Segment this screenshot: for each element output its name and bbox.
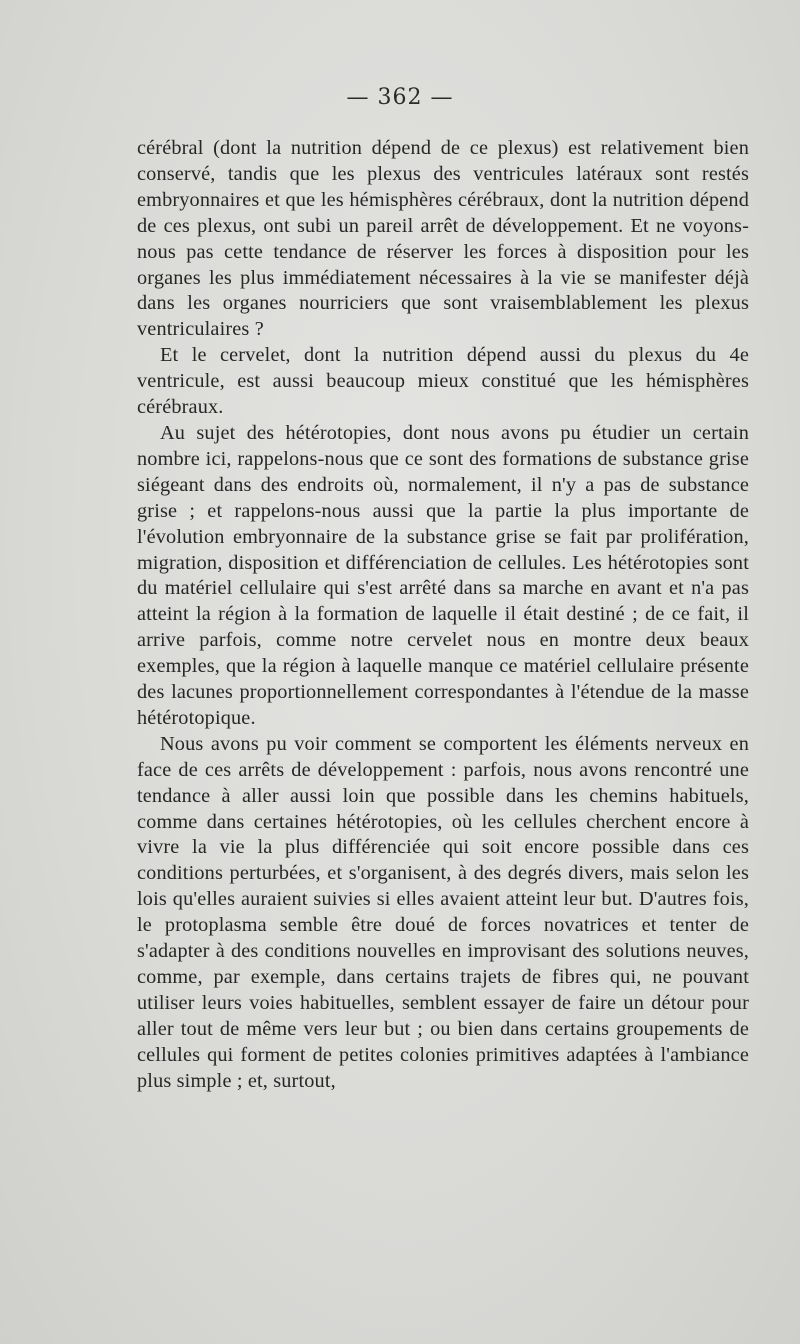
paragraph-1: cérébral (dont la nutrition dépend de ce plexus) est relativement bien conservé, tandis que les plexus des ventricules latéraux sont restés embryonnaires et que les hémisphères cérébraux, dont la nutrition dépend de ces plexus, ont subi un pareil arrêt de développement. Et ne voyons-nous pas cette tendance de réserver les forces à disposition pour les organes les plus immédiatement nécessaires à la vie se manifester déjà dans les organes nourriciers que sont vraisemblablement les plexus ventriculaires ? bbox=[137, 137, 749, 341]
body-text bbox=[137, 136, 749, 1095]
paragraph-4: Nous avons pu voir comment se comportent les éléments nerveux en face de ces arrêts de développement : parfois, nous avons rencontré une tendance à aller aussi loin que possible dans les chemins habituels, comme dans certaines hétérotopies, où les cellules cherchent encore à vivre la vie la plus différenciée qui soit encore possible dans ces conditions perturbées, et s'organisent, à des degrés divers, mais selon les lois qu'elles auraient suivies si elles avaient atteint leur but. D'autres fois, le protoplasma semble être doué de forces novatrices et tenter de s'adapter à des conditions nouvelles en improvisant des solutions neuves, comme, par exemple, dans certains trajets de fibres qui, ne pouvant utiliser leurs voies habituelles, semblent essayer de faire un détour pour aller tout de même vers leur but ; ou bien dans certains groupements de cellules qui forment de petites colonies primitives adaptées à l'ambiance plus simple ; et, surtout, bbox=[137, 732, 749, 1092]
page-number: — 362 — bbox=[346, 85, 454, 110]
paragraph-2: Et le cervelet, dont la nutrition dépend aussi du plexus du 4e ventricule, est aussi beaucoup mieux constitué que les hémisphères cérébraux. bbox=[137, 344, 749, 419]
paragraph-3: Au sujet des hétérotopies, dont nous avons pu étudier un certain nombre ici, rappelons-nous que ce sont des formations de substance grise siégeant dans des endroits où, normalement, il n'y a pas de substance grise ; et rappelons-nous aussi que la partie la plus importante de l'évolution embryonnaire de la substance grise se fait par prolifération, migration, disposition et différenciation de cellules. Les hétérotopies sont du matériel cellulaire qui s'est arrêté dans sa marche en avant et n'a pas atteint la région à la formation de laquelle il était destiné ; de ce fait, il arrive parfois, comme notre cervelet nous en montre deux beaux exemples, que la région à laquelle manque ce matériel cellulaire présente des lacunes proportionnellement correspondantes à l'étendue de la masse hétérotopique. bbox=[137, 421, 749, 729]
